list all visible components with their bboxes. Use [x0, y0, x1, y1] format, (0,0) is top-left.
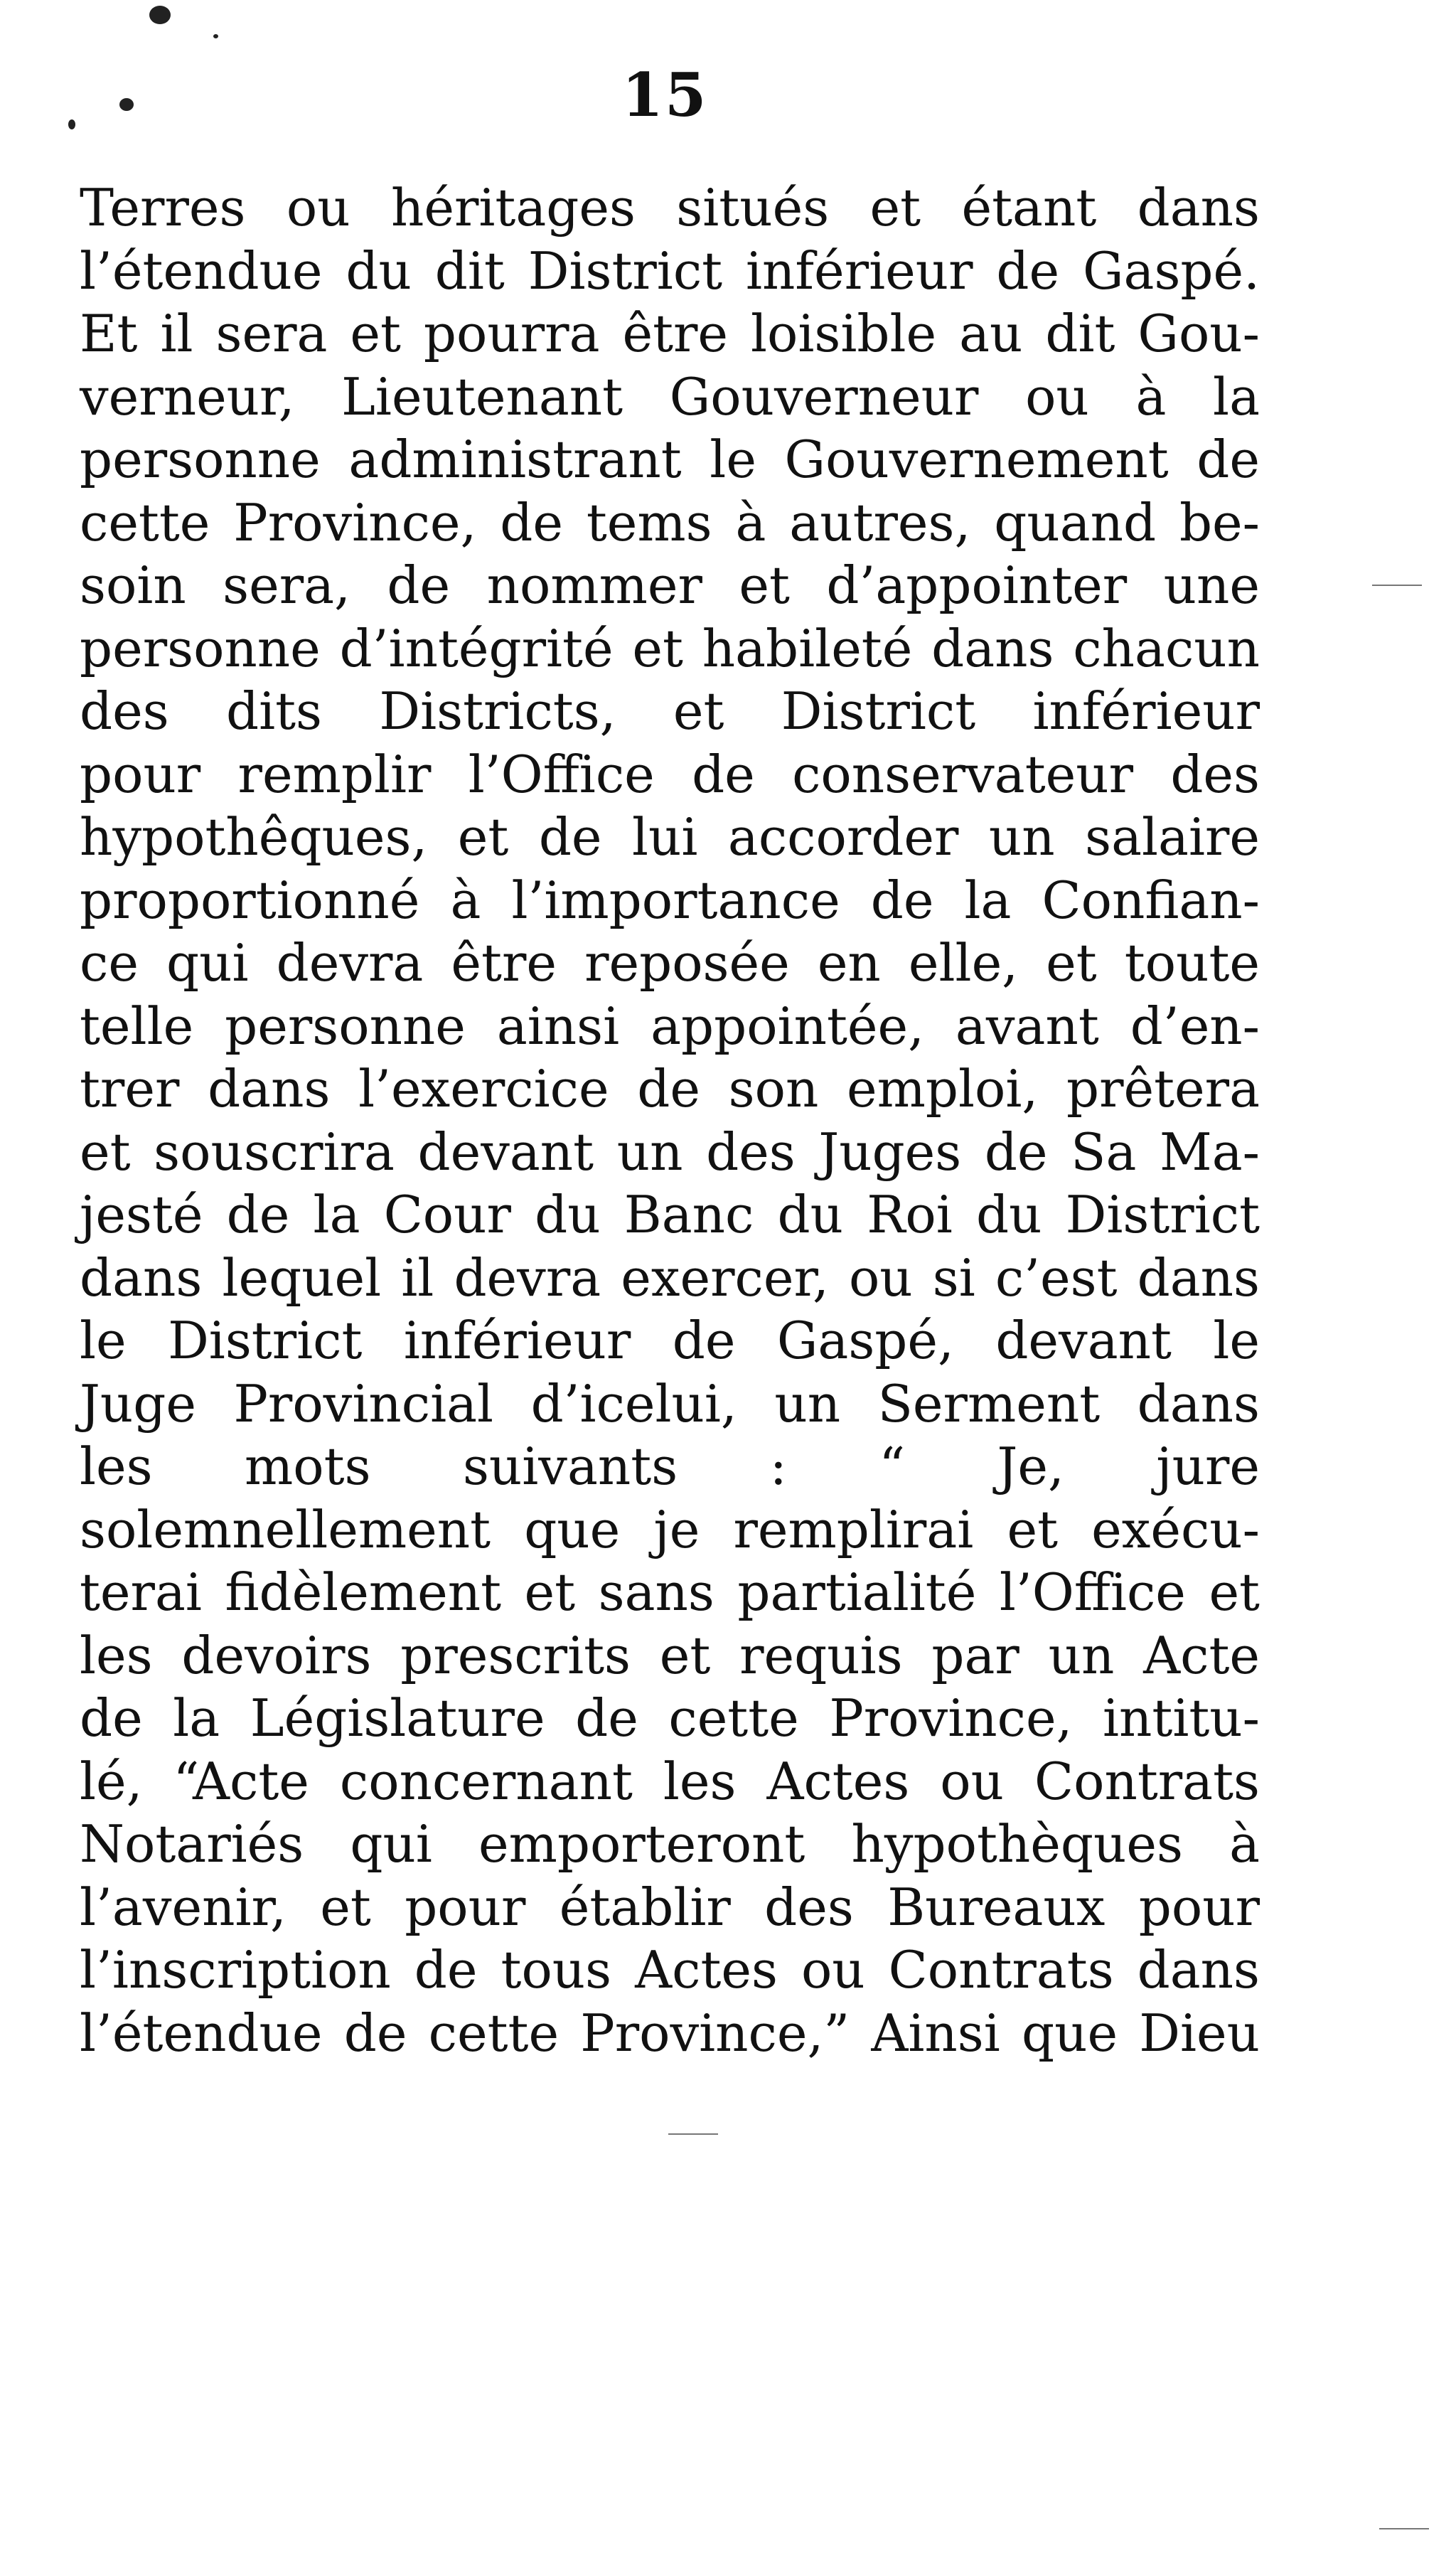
text-line: Notariés qui emporteront hypothèques à	[80, 1814, 1260, 1874]
print-smudge	[1379, 2528, 1429, 2529]
text-line: soin sera, de nommer et d’appointer une	[80, 555, 1260, 615]
print-smudge	[668, 2133, 718, 2135]
text-line: solemnellement que je remplirai et exécu-	[80, 1499, 1260, 1559]
text-line: ce qui devra être reposée en elle, et toute	[80, 933, 1260, 993]
text-line: l’avenir, et pour établir des Bureaux pour	[80, 1877, 1260, 1937]
text-line: l’inscription de tous Actes ou Contrats dans	[80, 1940, 1260, 2000]
text-line: Juge Provincial d’icelui, un Serment dans	[80, 1373, 1260, 1434]
text-line: le District inférieur de Gaspé, devant le	[80, 1311, 1260, 1370]
text-line: pour remplir l’Office de conservateur des	[80, 744, 1260, 804]
text-line: les mots suivants : “ Je, jure	[80, 1436, 1260, 1496]
text-line: l’étendue du dit District inférieur de Gaspé.	[80, 240, 1260, 301]
text-line: Terres ou héritages situés et étant dans	[80, 178, 1260, 238]
text-line: lé, “Acte concernant les Actes ou Contrats	[80, 1751, 1260, 1811]
text-line: cette Province, de tems à autres, quand be-	[80, 492, 1260, 553]
page-number: 15	[621, 60, 708, 130]
text-line: l’étendue de cette Province,” Ainsi que Dieu	[80, 2003, 1260, 2063]
text-line: trer dans l’exercice de son emploi, prêtera	[80, 1059, 1260, 1119]
text-line: hypothêques, et de lui accorder un salaire	[80, 807, 1260, 867]
print-smudge	[1372, 585, 1422, 586]
text-line: telle personne ainsi appointée, avant d’en-	[80, 996, 1260, 1056]
text-line: Et il sera et pourra être loisible au dit Gou-	[80, 304, 1260, 363]
ink-speck	[149, 6, 171, 24]
text-line: jesté de la Cour du Banc du Roi du District	[80, 1185, 1260, 1244]
text-line: terai fidèlement et sans partialité l’Office et	[80, 1562, 1260, 1622]
text-line: les devoirs prescrits et requis par un Acte	[80, 1625, 1260, 1685]
text-line: des dits Districts, et District inférieur	[80, 681, 1260, 741]
text-line: de la Législature de cette Province, intitu-	[80, 1688, 1260, 1748]
text-line: et souscrira devant un des Juges de Sa Ma-	[80, 1121, 1260, 1182]
body-text	[80, 176, 1260, 2064]
text-line: personne d’intégrité et habileté dans chacun	[80, 618, 1260, 678]
text-line: verneur, Lieutenant Gouverneur ou à la	[80, 366, 1260, 427]
ink-speck	[213, 34, 218, 38]
text-line: personne administrant le Gouvernement de	[80, 430, 1260, 489]
text-line: dans lequel il devra exercer, ou si c’est dans	[80, 1247, 1260, 1308]
text-line: proportionné à l’importance de la Confian-	[80, 870, 1260, 930]
